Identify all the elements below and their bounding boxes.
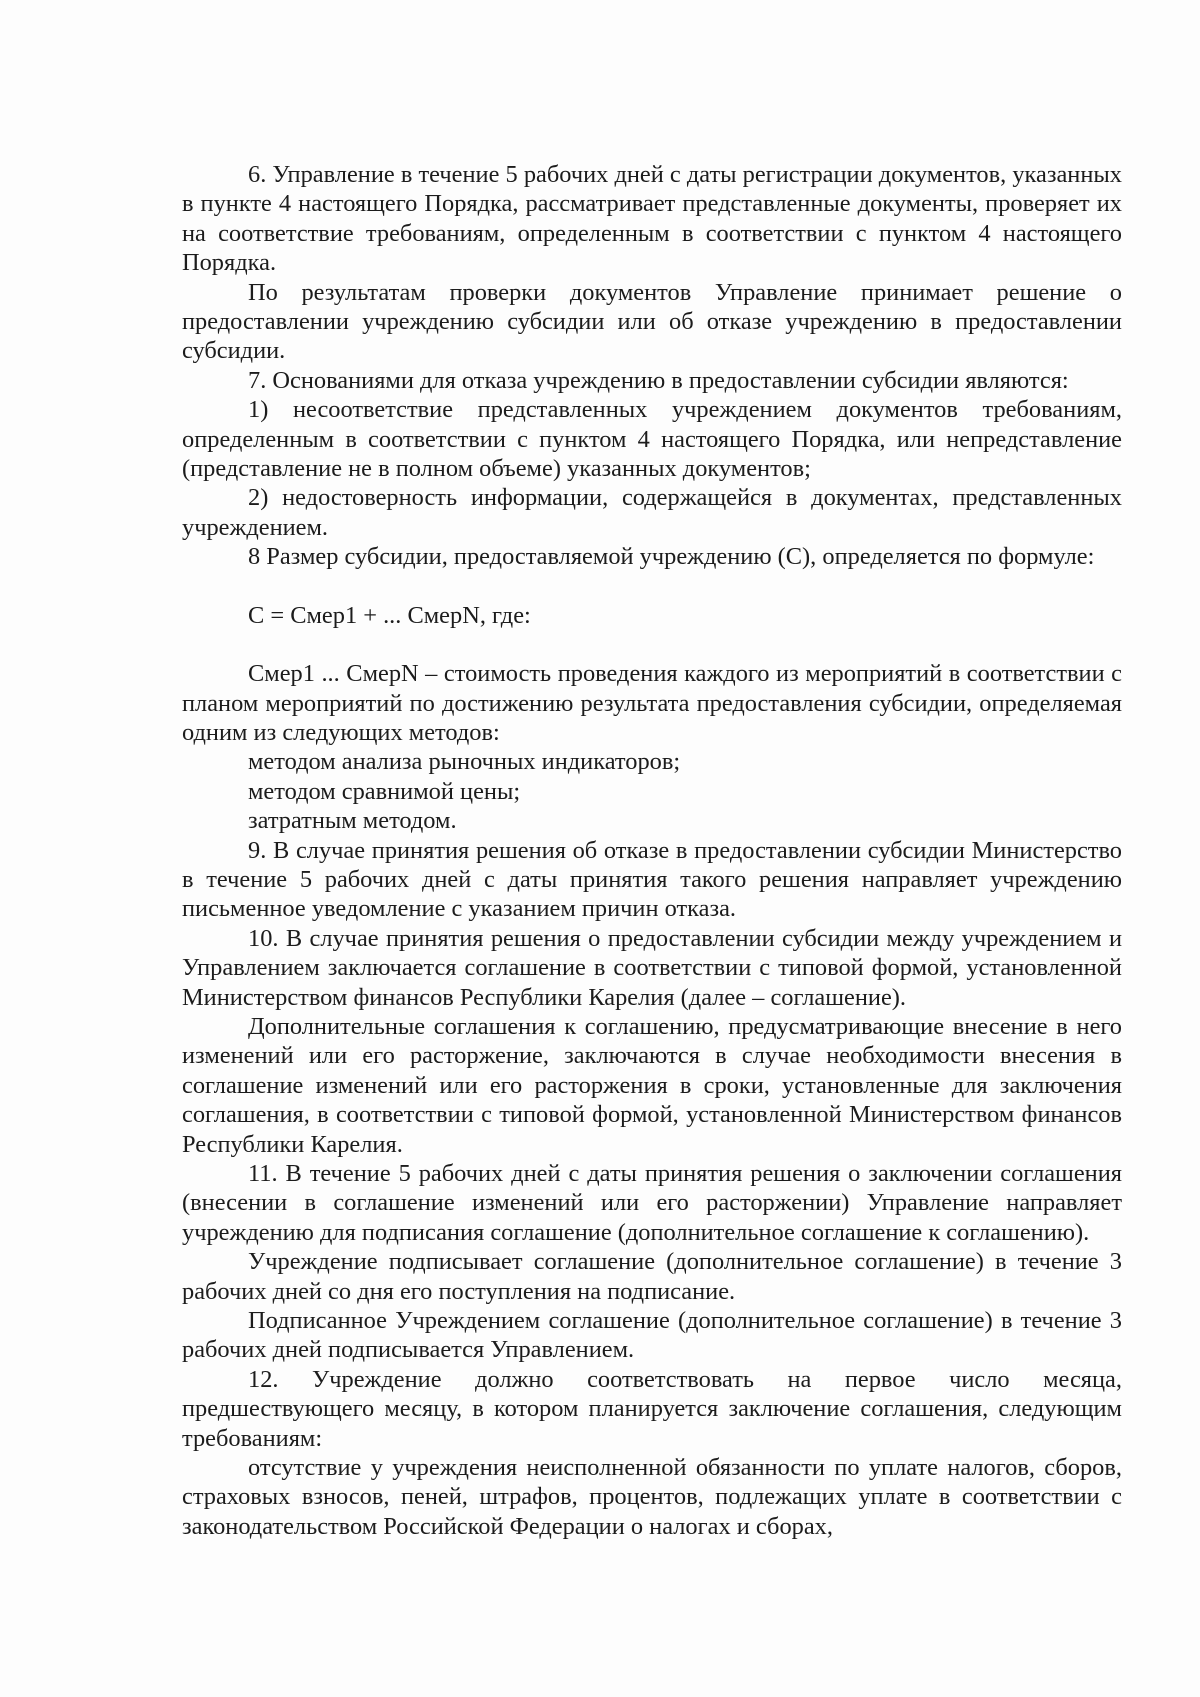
method-market-indicators: методом анализа рыночных индикаторов; [248,748,681,776]
paragraph-8: 8 Размер субсидии, предоставляемой учреждению (С), определяется по формуле: [248,543,1095,571]
paragraph-12-requirement: отсутствие у учреждения неисполненной обязанности по уплате налогов, сборов, страховых взносов, пеней, штрафов, процентов, подлежащих уплате в соответствии с законодательством Российской Федерации о налогах и сборах, [182,1454,1122,1540]
paragraph-7-item-1: 1) несоответствие представленных учреждением документов требованиям, определенным в соответствии с пунктом 4 настоящего Порядка, или непредставление (представление не в полном объеме) указанных документов; [182,396,1122,483]
document-body [182,160,1122,1541]
paragraph-12: 12. Учреждение должно соответствовать на первое число месяца, предшествующего месяцу, в котором планируется заключение соглашения, следующим требованиям: [182,1365,1122,1452]
paragraph-6: 6. Управление в течение 5 рабочих дней с даты регистрации документов, указанных в пункте 4 настоящего Порядка, рассматривает представленные документы, проверяет их на соответствие требованиям, определенным в соответствии с пунктом 4 настоящего Порядка. [182,161,1122,277]
paragraph-6-result: По результатам проверки документов Управление принимает решение о предоставлении учреждению субсидии или об отказе учреждению в предоставлении субсидии. [182,278,1122,365]
method-comparable-price: методом сравнимой цены; [248,777,521,805]
method-cost: затратным методом. [248,807,457,835]
paragraph-10: 10. В случае принятия решения о предоставлении субсидии между учреждением и Управлением заключается соглашение в соответствии с типовой формой, установленной Министерством финансов Республики Карелия (далее – соглашение). [182,924,1122,1011]
paragraph-7-item-2: 2) недостоверность информации, содержащейся в документах, представленных учреждением. [182,484,1122,541]
paragraph-11-signing: Учреждение подписывает соглашение (дополнительное соглашение) в течение 3 рабочих дней со дня его поступления на подписание. [182,1248,1122,1305]
paragraph-9: 9. В случае принятия решения об отказе в предоставлении субсидии Министерство в течение 5 рабочих дней с даты принятия такого решения направляет учреждению письменное уведомление с указанием причин отказа. [182,836,1122,923]
paragraph-10-additional: Дополнительные соглашения к соглашению, предусматривающие внесение в него изменений или его расторжение, заключаются в случае необходимости внесения в соглашение изменений или его расторжения в сроки, установленные для заключения соглашения, в соответствии с типовой формой, установленной Министерством финансов Республики Карелия. [182,1012,1122,1158]
paragraph-11: 11. В течение 5 рабочих дней с даты принятия решения о заключении соглашения (внесении в соглашение изменений или его расторжении) Управление направляет учреждению для подписания соглашение (дополнительное соглашение к соглашению). [182,1160,1122,1246]
paragraph-11-signed: Подписанное Учреждением соглашение (дополнительное соглашение) в течение 3 рабочих дней подписывается Управлением. [182,1307,1122,1364]
formula-explanation: Смер1 ... СмерN – стоимость проведения каждого из мероприятий в соответствии с планом мероприятий по достижению результата предоставления субсидии, определяемая одним из следующих методов: [182,660,1122,746]
paragraph-7: 7. Основаниями для отказа учреждению в предоставлении субсидии являются: [248,366,1069,394]
subsidy-formula: С = Смер1 + ... СмерN, где: [248,601,531,629]
